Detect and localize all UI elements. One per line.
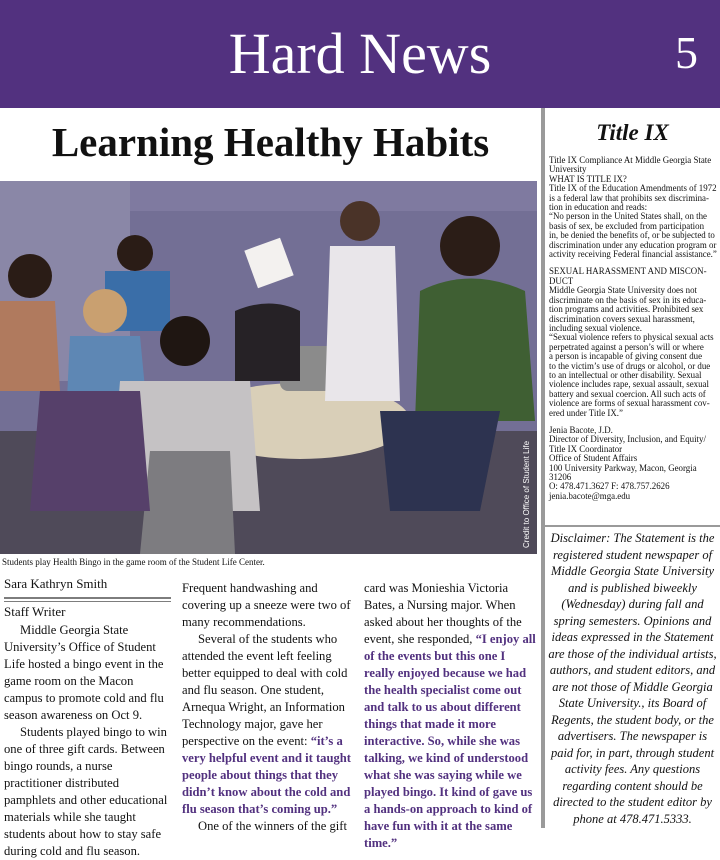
article-photo [0, 181, 537, 554]
article-column-1 [4, 622, 172, 860]
masthead-banner [0, 0, 720, 108]
paragraph: Students played bingo to win one of three gift cards. Between bingo rounds, a nurse practitioner distributed pamphlets and other educational materials while she taught students about how to stay safe during cold and flu season. [4, 725, 168, 858]
sidebar-line: violence includes rape, sexual assault, sexual [549, 379, 709, 390]
sidebar-body [549, 156, 718, 501]
sidebar-line: Jenia Bacote, J.D. [549, 424, 613, 435]
paragraph [182, 631, 354, 818]
sidebar-section-harassment [549, 267, 718, 418]
page-number: 5 [675, 27, 698, 78]
sidebar-line: discrimination under any education program or [549, 239, 717, 250]
sidebar-line: Middle Georgia State University does not [549, 285, 697, 296]
sidebar-line: activity receiving Federal financial assistance.” [549, 249, 717, 260]
sidebar-line: violence are forms of sexual harassment cov- [549, 398, 710, 409]
sidebar-line: University [549, 164, 587, 175]
sidebar-line: perpetrated against a person’s will or where [549, 341, 704, 352]
paragraph-text: Several of the students who attended the event left feeling better equipped to deal with cold and flu season. One student, Arnequa Wright, an Information Technology major, gave her perspective on the event: [182, 632, 348, 748]
sidebar-line: SEXUAL HARASSMENT AND MISCON- [549, 266, 707, 277]
sidebar-line: WHAT IS TITLE IX? [549, 173, 627, 184]
sidebar-section-definition [549, 156, 718, 259]
disclaimer: Disclaimer: The Statement is the registered student newspaper of Middle Georgia State University and is published biweekly (Wednesday) during fall and spring semesters. Opinions and ideas expressed in the Statement are those of the individual artists, authors, and student editors, and are not those of Middle Georgia State University., its Board of Regents, the student body, or the advertisers. The newspaper is paid for, in part, through student activity fees. Any questions regarding content should be directed to the student editor by phone at 478.471.5333. [548, 531, 717, 826]
sidebar-line: “No person in the United States shall, on the [549, 211, 707, 222]
column-divider [541, 108, 545, 828]
photo-illustration [0, 181, 537, 554]
author-byline: Sara Kathryn Smith [4, 576, 108, 591]
sidebar-line: tion in education and reads: [549, 202, 648, 213]
sidebar-line: 31206 [549, 472, 572, 482]
photo-credit: Credit to Office of Student Life [522, 440, 531, 548]
sidebar-line: including sexual violence. [549, 322, 642, 333]
sidebar-line: basis of sex, be excluded from participation [549, 220, 705, 231]
sidebar-line: discrimination covers sexual harassment, [549, 313, 695, 324]
sidebar-line: Director of Diversity, Inclusion, and Equity/ [549, 434, 706, 445]
sidebar-line: O: 478.471.3627 F: 478.757.2626 [549, 481, 670, 492]
sidebar-line: battery and sexual coercion. All such acts of [549, 388, 706, 399]
sidebar-line: jenia.bacote@mga.edu [549, 490, 631, 501]
sidebar-line: to the victim’s use of drugs or alcohol, or due [549, 360, 711, 371]
author-role: Staff Writer [4, 604, 66, 619]
photo-caption: Students play Health Bingo in the game room of the Student Life Center. [2, 557, 265, 567]
sidebar-line: a person is incapable of giving consent due [549, 351, 703, 362]
sidebar-line: discriminate on the basis of sex in its educa- [549, 294, 707, 305]
paragraph [364, 580, 538, 852]
sidebar-line: in, be denied the benefits of, or be subjected to [549, 230, 715, 241]
sidebar-line: 100 University Parkway, Macon, Georgia [549, 462, 697, 473]
sidebar-section-contact [549, 426, 718, 501]
sidebar-line: Office of Student Affairs [549, 453, 638, 464]
byline-rule [4, 597, 171, 599]
sidebar-line: to an intellectual or other disability. Sexual [549, 369, 702, 380]
article-column-2 [182, 580, 354, 835]
sidebar-line: Title IX Compliance At Middle Georgia State [549, 155, 712, 165]
section-title: Hard News [228, 21, 492, 86]
sidebar-line: Title IX Coordinator [549, 443, 623, 454]
paragraph: One of the winners of the gift [198, 819, 347, 833]
sidebar-line: “Sexual violence refers to physical sexual acts [549, 332, 714, 343]
sidebar-line: DUCT [549, 275, 574, 286]
paragraph: Middle Georgia State University’s Office of Student Life hosted a bingo event in the game room on the Macon campus to promote cold and flu season awareness on Oct 9. [4, 623, 164, 722]
article-column-3 [364, 580, 538, 852]
pull-quote: “it’s a very helpful event and it taught people about things that they didn’t know about the cold and flu season that’s coming up.” [182, 734, 351, 816]
paragraph: Frequent handwashing and covering up a sneeze were two of many recommendations. [182, 581, 351, 629]
sidebar-line: is a federal law that prohibits sex discrimina- [549, 192, 709, 203]
article-headline: Learning Healthy Habits [51, 119, 490, 165]
byline-rule [4, 601, 171, 602]
sidebar-line: ered under Title IX.” [549, 407, 623, 418]
sidebar-line: Title IX of the Education Amendments of 1972 [549, 183, 717, 194]
sidebar-line: tion programs and activities. Prohibited sex [549, 304, 704, 315]
sidebar-divider [545, 525, 720, 527]
sidebar-title: Title IX [596, 120, 669, 145]
pull-quote: “I enjoy all of the events but this one I really enjoyed because we had the health specialist come out and talk to us about different things that made it more interactive. So, while she was talking, we kind of understood what she was saying while we played bingo. It kind of gave us a hands-on approach to kind of have fun with it at the same time.” [364, 632, 536, 850]
paragraph-text: card was Monieshia Victoria Bates, a Nursing major. When asked about her thoughts of the event, she responded, [364, 581, 522, 646]
